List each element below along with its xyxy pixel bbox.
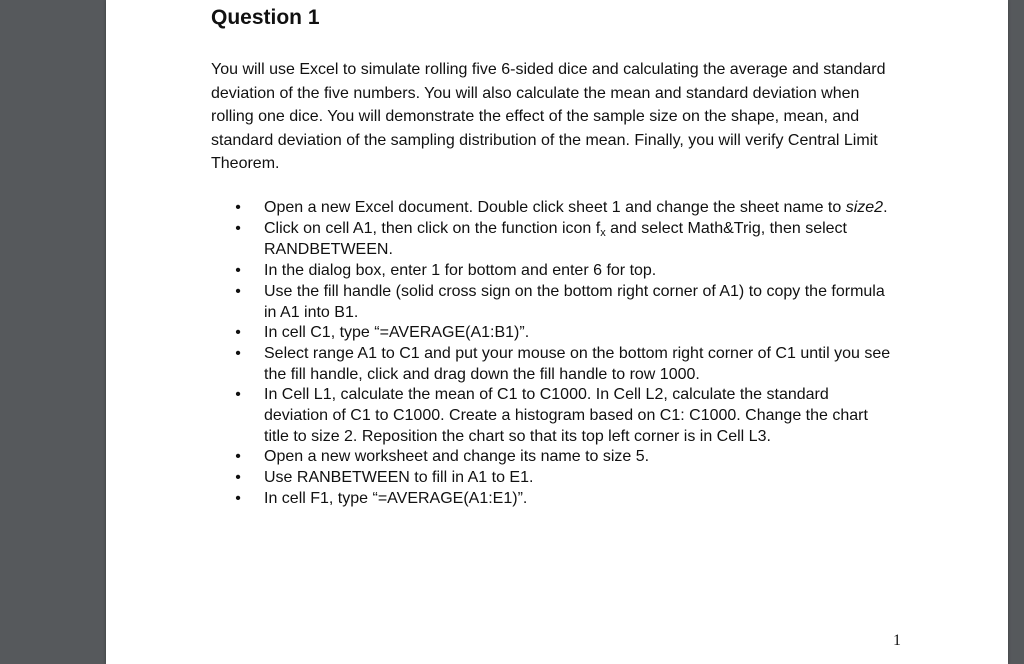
- step-text: In cell C1, type “=AVERAGE(A1:B1)”.: [264, 324, 530, 342]
- document-page: [106, 0, 1008, 664]
- bullet-icon: •: [235, 386, 241, 404]
- step-text-end: and select Math&Trig, then select RANDBETWEEN.: [264, 219, 847, 259]
- step-text: Open a new Excel document. Double click sheet 1 and change the sheet name to: [264, 199, 846, 216]
- step-text: In Cell L1, calculate the mean of C1 to C1000. In Cell L2, calculate the standard deviation of C1 to C1000. Create a histogram based on C1: C1000. Change the chart title to size 2. Reposition the chart so that its top left corner is in Cell L3.: [264, 386, 868, 445]
- list-item: [233, 385, 897, 447]
- bullet-icon: •: [235, 344, 241, 362]
- question-title: Question 1: [211, 6, 320, 29]
- bullet-icon: •: [235, 324, 241, 342]
- step-text: Click on cell A1, then click on the function icon f: [264, 219, 601, 237]
- list-item: [233, 468, 897, 489]
- sheet-name-emphasis: size2: [845, 199, 884, 216]
- list-item: [233, 219, 897, 261]
- list-item: [233, 489, 897, 510]
- list-item: [233, 261, 897, 282]
- page-number: 1: [893, 632, 901, 649]
- intro-paragraph: You will use Excel to simulate rolling five 6-sided dice and calculating the average and standard deviation of the five numbers. You will also calculate the mean and standard deviation when rolling one dice. You will demonstrate the effect of the sample size on the shape, mean, and standard deviation of the sampling distribution of the mean. Finally, you will verify Central Limit Theorem.: [211, 61, 886, 172]
- list-item: [233, 323, 897, 344]
- list-item: [233, 198, 897, 219]
- list-item: [233, 447, 897, 468]
- bullet-icon: •: [235, 262, 241, 280]
- step-text: In cell F1, type “=AVERAGE(A1:E1)”.: [264, 489, 528, 507]
- step-text: Use the fill handle (solid cross sign on the bottom right corner of A1) to copy the formula in A1 into B1.: [264, 282, 885, 321]
- bullet-icon: •: [235, 489, 241, 507]
- step-text: Use RANBETWEEN to fill in A1 to E1.: [264, 469, 534, 487]
- step-text: Open a new worksheet and change its name to size 5.: [264, 448, 650, 466]
- fx-subscript: x: [600, 226, 606, 239]
- step-text: In the dialog box, enter 1 for bottom and enter 6 for top.: [264, 262, 657, 280]
- step-text-end: .: [883, 199, 888, 216]
- instruction-list: [233, 198, 897, 510]
- bullet-icon: •: [235, 469, 241, 487]
- bullet-icon: •: [235, 219, 241, 237]
- list-item: [233, 282, 897, 323]
- list-item: [233, 344, 897, 385]
- step-text: Select range A1 to C1 and put your mouse on the bottom right corner of C1 until you see the fill handle, click and drag down the fill handle to row 1000.: [264, 344, 891, 383]
- bullet-icon: •: [235, 199, 241, 216]
- bullet-icon: •: [235, 448, 241, 466]
- bullet-icon: •: [235, 282, 241, 300]
